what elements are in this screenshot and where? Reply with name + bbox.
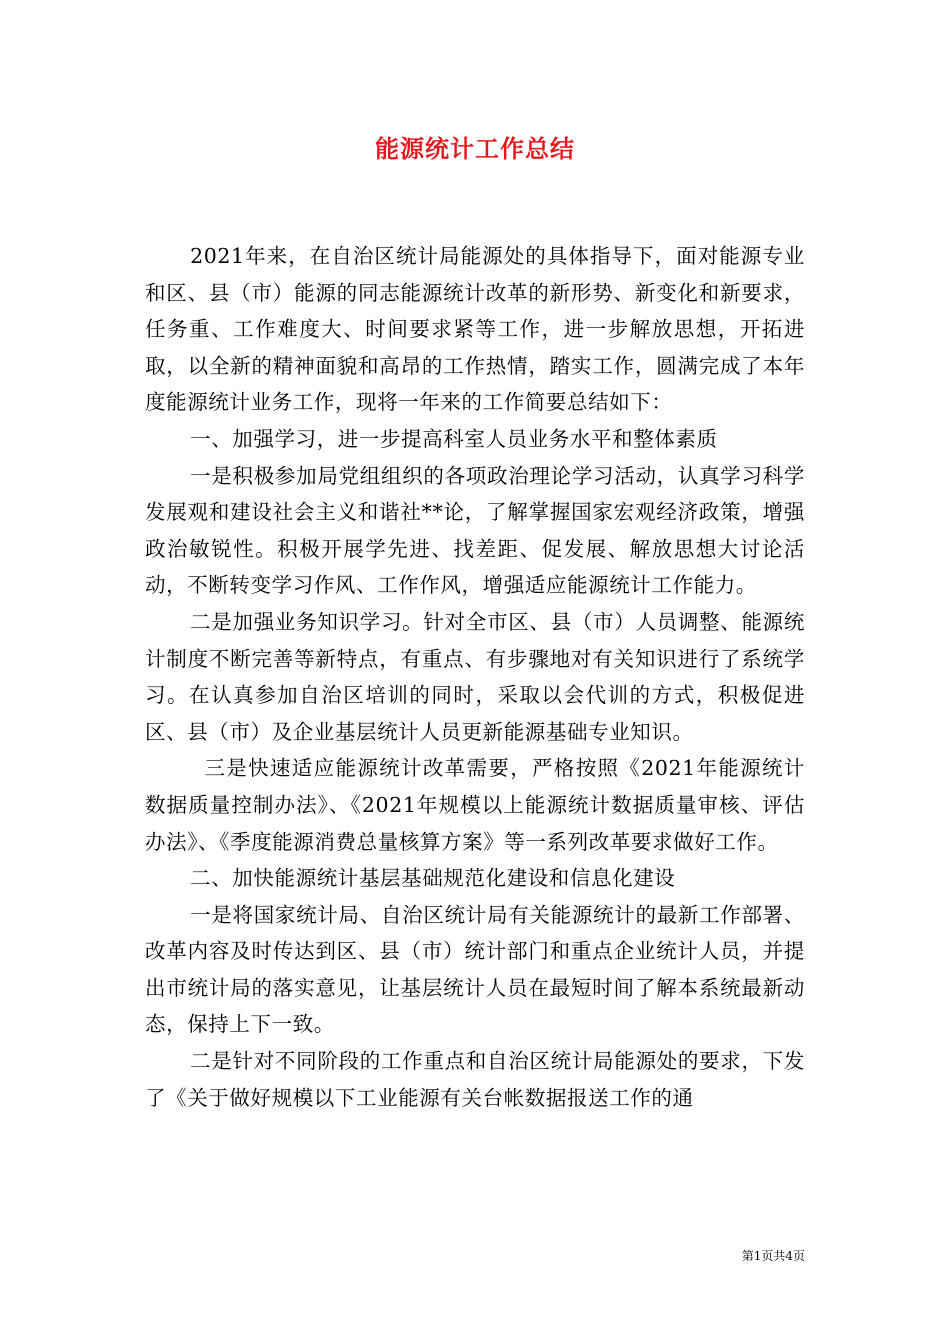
paragraph-2-2: 二是针对不同阶段的工作重点和自治区统计局能源处的要求，下发了《关于做好规模以下工业能源有关台帐数据报送工作的通 bbox=[145, 1049, 805, 1110]
section-heading-2: 二、加快能源统计基层基础规范化建设和信息化建设 bbox=[190, 866, 676, 891]
paragraph-1-1: 一是积极参加局党组组织的各项政治理论学习活动，认真学习科学发展观和建设社会主义和谐社**论，了解掌握国家宏观经济政策，增强政治敏锐性。积极开展学先进、找差距、促发展、解放思想大讨论活动，不断转变学习作风、工作作风，增强适应能源统计工作能力。 bbox=[145, 463, 805, 598]
paragraph-intro: 2021年来，在自治区统计局能源处的具体指导下，面对能源专业和区、县（市）能源的同志能源统计改革的新形势、新变化和新要求，任务重、工作难度大、时间要求紧等工作，进一步解放思想，开拓进取，以全新的精神面貌和高昂的工作热情，踏实工作，圆满完成了本年度能源统计业务工作，现将一年来的工作简要总结如下： bbox=[145, 244, 805, 415]
paragraph-1-2: 二是加强业务知识学习。针对全市区、县（市）人员调整、能源统计制度不断完善等新特点，有重点、有步骤地对有关知识进行了系统学习。在认真参加自治区培训的同时，采取以会代训的方式，积极促进区、县（市）及企业基层统计人员更新能源基础专业知识。 bbox=[145, 609, 805, 744]
paragraph-1-3: 三是快速适应能源统计改革需要，严格按照《2021年能源统计数据质量控制办法》、《2021年规模以上能源统计数据质量审核、评估办法》、《季度能源消费总量核算方案》等一系列改革要求做好工作。 bbox=[145, 756, 805, 854]
section-heading-1: 一、加强学习，进一步提高科室人员业务水平和整体素质 bbox=[190, 426, 718, 451]
document-title: 能源统计工作总结 bbox=[375, 134, 575, 163]
paragraph-2-1: 一是将国家统计局、自治区统计局有关能源统计的最新工作部署、改革内容及时传达到区、县（市）统计部门和重点企业统计人员，并提出市统计局的落实意见，让基层统计人员在最短时间了解本系统最新动态，保持上下一致。 bbox=[145, 902, 805, 1037]
page-number-footer: 第1页共4页 bbox=[741, 1249, 805, 1263]
document-body bbox=[145, 238, 805, 1116]
